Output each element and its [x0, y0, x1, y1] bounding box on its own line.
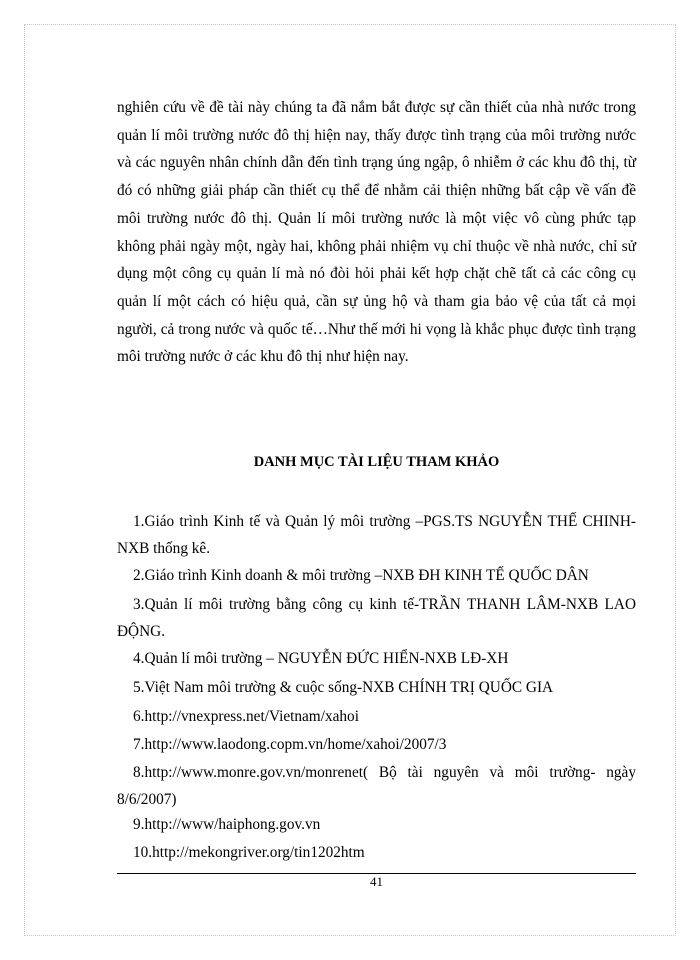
- reference-text: 9.http://www/haiphong.gov.vn: [133, 816, 321, 833]
- reference-item-4: [117, 645, 636, 672]
- reference-text: 1.Giáo trình Kinh tế và Quản lý môi trường –PGS.TS NGUYỄN THẾ CHINH-NXB thống kê.: [117, 513, 636, 557]
- reference-item-10: [117, 839, 636, 866]
- reference-item-5: [117, 674, 636, 701]
- reference-text: 2.Giáo trình Kinh doanh & môi trường –NXB ĐH KINH TẾ QUỐC DÂN: [133, 567, 589, 584]
- references-heading: DANH MỤC TÀI LIỆU THAM KHẢO: [253, 454, 500, 470]
- reference-item-8: [117, 759, 636, 813]
- reference-text: 10.http://mekongriver.org/tin1202htm: [133, 844, 365, 861]
- reference-item-1: [117, 508, 636, 562]
- body-paragraph: nghiên cứu về đề tài này chúng ta đã nắm bắt được sự cần thiết của nhà nước trong quản lí môi trường nước đô thị hiện nay, thấy được tình trạng của môi trường nước và các nguyên nhân chính dẫn đến tình trạng úng ngập, ô nhiễm ở các khu đô thị, từ đó có những giải pháp cần thiết cụ thể để nhằm cải thiện những bất cập về vấn đề môi trường nước đô thị. Quản lí môi trường nước là một việc vô cùng phức tạp không phải ngày một, ngày hai, không phải nhiệm vụ chỉ thuộc về nhà nước, chỉ sử dụng một công cụ quản lí mà nó đòi hỏi phải kết hợp chặt chẽ tất cả các công cụ quản lí một cách có hiệu quả, cần sự ủng hộ và tham gia bảo vệ của tất cả mọi người, cả trong nước và quốc tế…Như thế mới hi vọng là khắc phục được tình trạng môi trường nước ở các khu đô thị như hiện nay.: [117, 99, 636, 366]
- reference-text: 5.Việt Nam môi trường & cuộc sống-NXB CHÍNH TRỊ QUỐC GIA: [133, 679, 554, 696]
- reference-item-6: [117, 703, 636, 730]
- reference-text: 6.http://vnexpress.net/Vietnam/xahoi: [133, 708, 359, 725]
- reference-item-2: [117, 562, 636, 589]
- reference-item-7: [117, 731, 636, 758]
- reference-text: 3.Quản lí môi trường bằng công cụ kinh tế-TRẦN THANH LÂM-NXB LAO ĐỘNG.: [117, 596, 636, 640]
- reference-text: 8.http://www.monre.gov.vn/monrenet( Bộ tài nguyên và môi trường- ngày 8/6/2007): [117, 764, 636, 808]
- reference-text: 7.http://www.laodong.copm.vn/home/xahoi/2007/3: [133, 736, 447, 753]
- page-number: 41: [370, 874, 383, 889]
- reference-item-3: [117, 591, 636, 645]
- reference-text: 4.Quản lí môi trường – NGUYỄN ĐỨC HIỂN-NXB LĐ-XH: [133, 650, 509, 667]
- reference-item-9: [117, 811, 636, 838]
